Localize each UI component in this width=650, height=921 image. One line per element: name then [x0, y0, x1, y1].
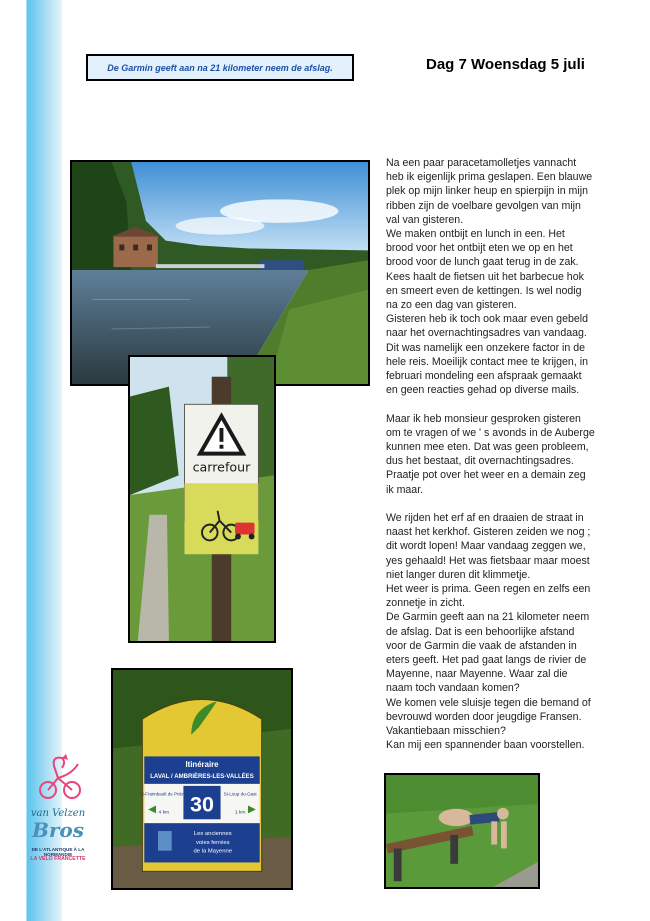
diary-line: naar het overnachtingsadres van vandaag.: [386, 327, 587, 340]
logo-subtitle: LA VELO FRANCETTE: [30, 856, 86, 862]
diary-paragraph: [386, 412, 626, 497]
diary-line: val van gisteren.: [386, 213, 464, 226]
marker-number: 30: [190, 791, 214, 817]
diary-line: De Garmin geeft aan na 21 kilometer neem: [386, 611, 590, 624]
diary-line: om te vragen of we ' s avonds in de Auberge: [386, 426, 595, 439]
page-title: Dag 7 Woensdag 5 juli: [426, 56, 585, 73]
diary-text: [386, 156, 626, 753]
diary-line: Dit was namelijk een onzekere factor in de: [386, 341, 586, 354]
diary-line: Gisteren heb ik toch ook maar even gebeld: [386, 313, 588, 326]
diary-paragraph: [386, 156, 626, 397]
diary-line: de afslag. Dat is een behoorlijke afstand: [386, 625, 575, 638]
diary-line: februari mondeling een afspraak gemaakt: [386, 370, 582, 383]
rooster-bicycle-icon: [18, 752, 98, 808]
marker-bottom3: de la Mayenne: [193, 848, 232, 855]
diary-line: zonnetje in zicht.: [386, 597, 465, 610]
diary-line: niet langer duren dit klimmetje.: [386, 568, 531, 581]
sign-brand-text: carrefour: [192, 460, 251, 476]
logo-tagline: DE L'ATLANTIQUE À LA NORMANDIE: [31, 847, 85, 857]
diary-line: Na een paar paracetamolletjes vannacht: [386, 157, 577, 169]
bench-photo: [384, 773, 540, 889]
marker-left-dist: 4 km: [158, 810, 170, 816]
diary-line: Mayenne, naar Mayenne. Waar zal die: [386, 668, 568, 681]
diary-line: dus het bestaat, dit overnachtingsadres.: [386, 455, 574, 468]
diary-line: dit wordt lopen! Maar vandaag zeggen we,: [386, 540, 586, 553]
marker-line2: LAVAL / AMBRIÈRES-LES-VALLÉES: [150, 774, 254, 781]
diary-line: We maken ontbijt en lunch in een. Het: [386, 228, 565, 241]
diary-line: na zo een dag van gisteren.: [386, 299, 517, 312]
carrefour-sign-photo: [128, 355, 276, 643]
route-marker-photo: [111, 668, 293, 890]
logo-bros: Bros: [31, 818, 85, 842]
diary-line: en smeert even de kettingen. Is wel nodig: [386, 284, 582, 297]
diary-line: naam toch vandaan komen?: [386, 682, 520, 695]
diary-line: We rijden het erf af en draaien de straat in: [386, 512, 584, 525]
diary-line: Kan mij een spannender baan voorstellen.: [386, 739, 585, 752]
diary-line: plek op mijn linker heup en spierpijn in mijn: [386, 185, 588, 198]
diary-line: voor de Garmin die vaak de afstanden in: [386, 639, 577, 652]
diary-line: We komen vele sluisje tegen die bemand of: [386, 696, 591, 709]
diary-line: Praatje pot over het weer en a demain zeg: [386, 469, 586, 482]
diary-line: naast het kerkhof. Gisteren zeiden we nog ;: [386, 526, 591, 539]
diary-line: hele reis. Moeilijk contact mee te krijgen, in: [386, 355, 588, 368]
marker-left-place: St-Fraimbault de Prières: [139, 791, 189, 797]
marker-line1: Itinéraire: [185, 760, 219, 770]
diary-line: brood voor de lunch gaat terug in de zak.: [386, 256, 579, 269]
diary-line: eters geeft. Het pad gaat langs de rivier de: [386, 654, 587, 667]
diary-line: yes gehaald! Het was fietsbaar maar moest: [386, 554, 590, 567]
van-velzen-bros-logo: [18, 752, 98, 867]
diary-line: en geen reacties gehad op diverse mails.: [386, 384, 580, 397]
diary-line: Vakantiebaan misschien?: [386, 725, 506, 738]
photo-caption: De Garmin geeft aan na 21 kilometer neem de afslag.: [86, 54, 354, 81]
canal-photo: [70, 160, 370, 386]
marker-bottom1: Les anciennes: [193, 830, 232, 837]
diary-paragraph: [386, 511, 626, 752]
diary-line: kunnen mee eten. Dat was geen probleem,: [386, 441, 589, 454]
diary-line: Het weer is prima. Geen regen en zelfs een: [386, 583, 591, 596]
diary-line: bevrouwd worden door jeugdige Fransen.: [386, 710, 582, 723]
diary-line: ribben zijn de voelbare gevolgen van mijn: [386, 199, 581, 212]
diary-line: heb ik eigenlijk prima geslapen. Een blauwe: [386, 171, 593, 184]
diary-line: ik maar.: [386, 483, 424, 496]
logo-brand: van Velzen: [30, 808, 86, 819]
marker-bottom2: voies ferrées: [195, 839, 230, 846]
marker-right-place: St-Loup du-Gast: [223, 791, 257, 797]
marker-right-dist: 1 km: [234, 810, 246, 816]
diary-line: Maar ik heb monsieur gesproken gisteren: [386, 412, 581, 425]
diary-line: Kees haalt de fietsen uit het barbecue hok: [386, 270, 584, 283]
diary-line: brood voor het ontbijt eten we op en het: [386, 242, 573, 255]
